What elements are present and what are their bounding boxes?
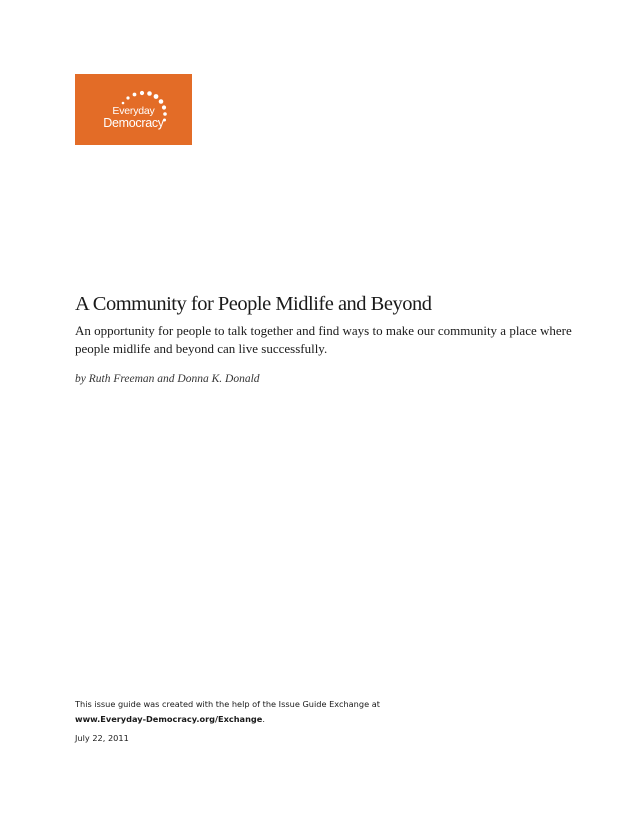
footer-url-line [75, 712, 380, 727]
footer-credit-text: This issue guide was created with the help of the Issue Guide Exchange at [75, 699, 380, 709]
document-date: July 22, 2011 [75, 733, 129, 743]
footer-url-suffix: . [262, 714, 265, 724]
everyday-democracy-logo [75, 74, 192, 145]
document-authors: by Ruth Freeman and Donna K. Donald [75, 373, 260, 385]
exchange-url-link[interactable]: www.Everyday-Democracy.org/Exchange [75, 714, 263, 724]
document-title: A Community for People Midlife and Beyond [75, 293, 432, 315]
footer-credit [75, 697, 380, 727]
logo-text-everyday: Everyday [112, 105, 155, 117]
document-subtitle: An opportunity for people to talk together and find ways to make our community a place where people midlife and beyond can live successfully. [75, 323, 572, 356]
logo-text-democracy: Democracy [103, 116, 164, 130]
